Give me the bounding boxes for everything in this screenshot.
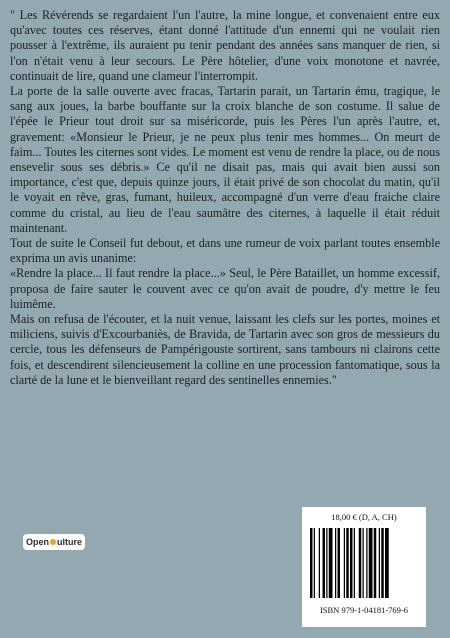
logo-text-end: ulture xyxy=(57,537,83,547)
blurb-paragraph-4: «Rendre la place... Il faut rendre la place...» Seul, le Père Bataillet, un homme excessif, proposa de faire sauter le couvent avec ce qu'on avait de poudre, d'y mettre le feu luimême. xyxy=(10,266,440,311)
logo-dot-icon xyxy=(50,539,56,545)
blurb-paragraph-3: Tout de suite le Conseil fut debout, et dans une rumeur de voix parlant toutes ensemble exprima un avis unanime: xyxy=(10,236,440,266)
blurb-paragraph-5: Mais on refusa de l'écouter, et la nuit venue, laissant les clefs sur les portes, moines et miliciens, suivis d'Excourbaniès, de Bravida, de Tartarin avec son gros de messieurs du cercle, tous les défenseurs de Pampérigouste sortirent, sans tambours ni clairons cette fois, et descendirent silencieusement la colline en une procession fantomatique, sous la clarté de la lune et le bienveillant regard des sentinelles ennemies." xyxy=(10,312,440,387)
blurb-paragraph-1: " Les Révérends se regardaient l'un l'autre, la mine longue, et convenaient entre eux qu'avec toutes ces réserves, étant donné l'attitude d'un ennemi qui ne voulait rien pousser à l'extrême, ils auraient pu tenir pendant des années sans manquer de rien, si l'on n'était venu à leur secours. Le Père hôtelier, d'une voix monotone et navrée, continuait de lire, quand une clameur l'interrompit. xyxy=(10,8,440,83)
barcode-panel xyxy=(302,507,426,627)
publisher-logo xyxy=(23,534,85,550)
barcode-icon xyxy=(310,528,418,598)
blurb-text xyxy=(10,8,440,388)
price-label: 18,00 € (D, A, CH) xyxy=(331,512,397,522)
isbn-label: ISBN 979-1-04181-769-6 xyxy=(319,605,409,615)
logo-text-start: Open xyxy=(25,537,49,547)
blurb-paragraph-2: La porte de la salle ouverte avec fracas, Tartarin parait, un Tartarin ému, tragique, le sang aux joues, la barbe bouffante sur la croix blanche de son costume. Il salue de l'épée le Prieur tout droit sur sa miséricorde, puis les Pères l'un après l'autre, et, gravement: «Monsieur le Prieur, je ne peux plus tenir mes hommes... On meurt de faim... Toutes les citernes sont vides. Le moment est venu de rendre la place, ou de nous ensevelir sous ses débris.» Ce qu'il ne disait pas, mais qui avait bien aussi son importance, c'est que, depuis quinze jours, il était privé de son chocolat du matin, qu'il le voyait en rêve, gras, fumant, huileux, accompagné d'un verre d'eau fraiche claire comme du cristal, au lieu de l'eau saumâtre des citernes, à laquelle il était réduit maintenant. xyxy=(10,84,440,235)
